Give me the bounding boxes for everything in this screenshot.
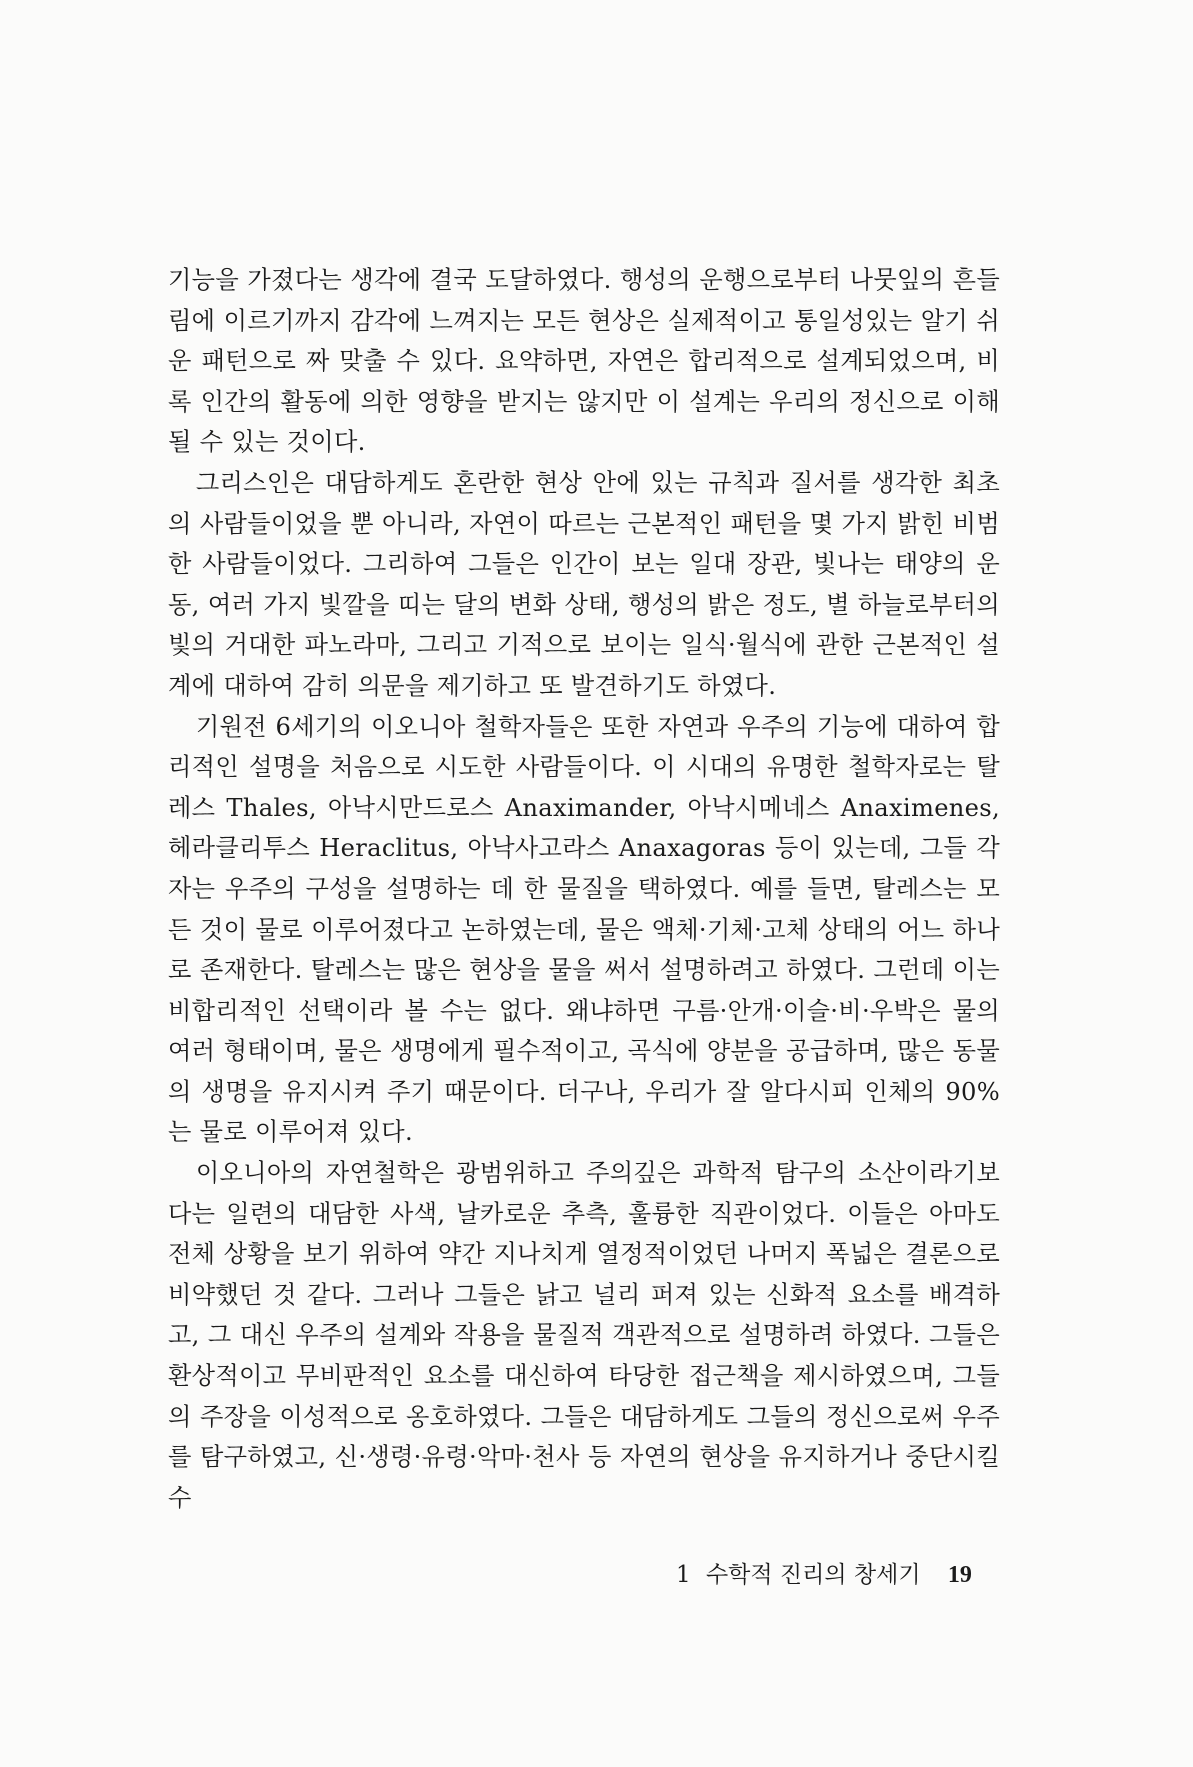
chapter-title: 수학적 진리의 창세기 bbox=[705, 1562, 921, 1588]
paragraph: 기능을 가졌다는 생각에 결국 도달하였다. 행성의 운행으로부터 나뭇잎의 흔들림에 이르기까지 감각에 느껴지는 모든 현상은 실제적이고 통일성있는 알기 쉬운 패턴으로 짜 맞출 수 있다. 요약하면, 자연은 합리적으로 설계되었으며, 비록 인간의 활동에 의한 영향을 받지는 않지만 이 설계는 우리의 정신으로 이해될 수 있는 것이다. bbox=[168, 266, 1000, 457]
paragraph: 기원전 6세기의 이오니아 철학자들은 또한 자연과 우주의 기능에 대하여 합리적인 설명을 처음으로 시도한 사람들이다. 이 시대의 유명한 철학자로는 탈레스 Thales, 아낙시만드로스 Anaximander, 아낙시메네스 Anaximenes, 헤라클리투스 Heraclitus, 아낙사고라스 Anaxagoras 등이 있는데, 그들 각자는 우주의 구성을 설명하는 데 한 물질을 택하였다. 예를 들면, 탈레스는 모든 것이 물로 이루어졌다고 논하였는데, 물은 액체·기체·고체 상태의 어느 하나로 존재한다. 탈레스는 많은 현상을 물을 써서 설명하려고 하였다. 그런데 이는 비합리적인 선택이라 볼 수는 없다. 왜냐하면 구름·안개·이슬·비·우박은 물의 여러 형태이며, 물은 생명에게 필수적이고, 곡식에 양분을 공급하며, 많은 동물의 생명을 유지시켜 주기 때문이다. 더구나, 우리가 잘 알다시피 인체의 90%는 물로 이루어져 있다. bbox=[168, 712, 1000, 1147]
chapter-number: 1 bbox=[676, 1562, 691, 1588]
body-text bbox=[168, 260, 1000, 1518]
running-footer bbox=[676, 1555, 1006, 1595]
paragraph: 그리스인은 대담하게도 혼란한 현상 안에 있는 규칙과 질서를 생각한 최초의 사람들이었을 뿐 아니라, 자연이 따르는 근본적인 패턴을 몇 가지 밝힌 비범한 사람들이었다. 그리하여 그들은 인간이 보는 일대 장관, 빛나는 태양의 운동, 여러 가지 빛깔을 띠는 달의 변화 상태, 행성의 밝은 정도, 별 하늘로부터의 빛의 거대한 파노라마, 그리고 기적으로 보이는 일식·월식에 관한 근본적인 설계에 대하여 감히 의문을 제기하고 또 발견하기도 하였다. bbox=[168, 468, 1000, 700]
page-number: 19 bbox=[947, 1562, 972, 1588]
paragraph: 이오니아의 자연철학은 광범위하고 주의깊은 과학적 탐구의 소산이라기보다는 일련의 대담한 사색, 날카로운 추측, 훌륭한 직관이었다. 이들은 아마도 전체 상황을 보기 위하여 약간 지나치게 열정적이었던 나머지 폭넓은 결론으로 비약했던 것 같다. 그러나 그들은 낡고 널리 퍼져 있는 신화적 요소를 배격하고, 그 대신 우주의 설계와 작용을 물질적 객관적으로 설명하려 하였다. 그들은 환상적이고 무비판적인 요소를 대신하여 타당한 접근책을 제시하였으며, 그들의 주장을 이성적으로 옹호하였다. 그들은 대담하게도 그들의 정신으로써 우주를 탐구하였고, 신·생령·유령·악마·천사 등 자연의 현상을 유지하거나 중단시킬 수 bbox=[168, 1159, 1000, 1512]
